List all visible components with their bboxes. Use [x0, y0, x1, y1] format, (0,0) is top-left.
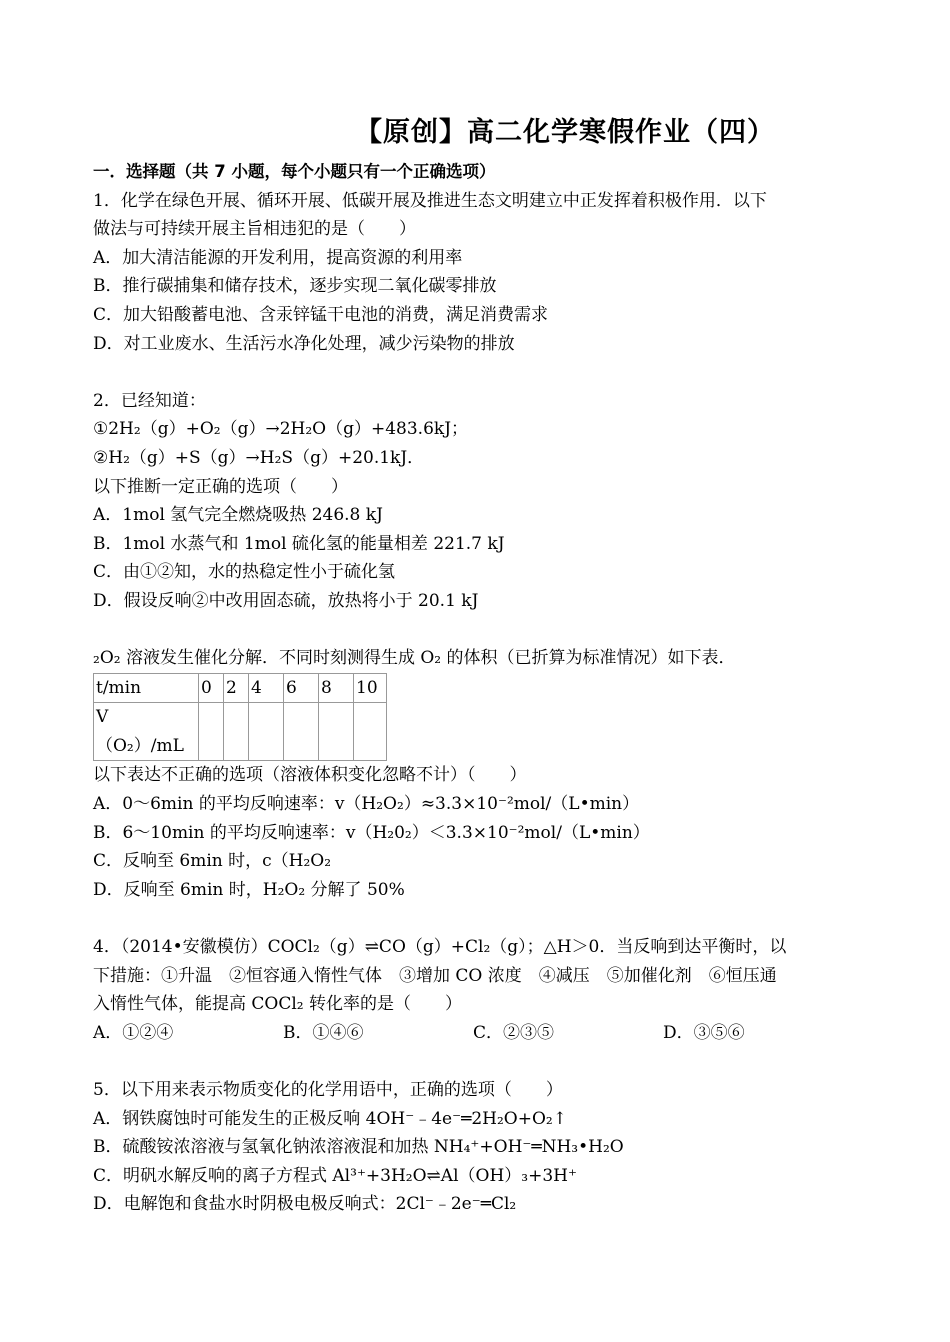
- option-c: C．加大铅酸蓄电池、含汞锌锰干电池的消费，满足消费需求: [93, 304, 549, 325]
- question-1: [93, 187, 863, 359]
- option-a: A．加大清洁能源的开发利用，提高资源的利用率: [93, 247, 463, 268]
- option-c: C．由①②知，水的热稳定性小于硫化氢: [93, 562, 396, 583]
- question-ask: 以下表达不正确的选项（溶液体积变化忽略不计）（ ）: [93, 765, 527, 786]
- option-c: C．明矾水解反响的离子方程式 Al³⁺+3H₂O⇌Al（OH）₃+3H⁺: [93, 1165, 577, 1186]
- option-a: A．①②④: [93, 1022, 174, 1043]
- question-stem: 做法与可持续开展主旨相违犯的是（ ）: [93, 219, 416, 240]
- table-cell: [224, 703, 249, 761]
- table-cell: 0: [199, 673, 224, 703]
- question-stem: 2．已经知道：: [93, 390, 206, 411]
- option-d: D．③⑤⑥: [663, 1022, 745, 1043]
- question-ask: 以下推断一定正确的选项（ ）: [93, 476, 348, 497]
- option-b: B．6～10min 的平均反响速率：v（H₂0₂）＜3.3×10⁻²mol/（L•min）: [93, 822, 650, 843]
- table-cell: 6: [284, 673, 319, 703]
- question-stem: 4．（2014•安徽模仿）COCl₂（g）⇌CO（g）+Cl₂（g）；△H＞0．当反响到达平衡时，以: [93, 937, 787, 958]
- question-5: [93, 1076, 863, 1219]
- table-cell: 8: [319, 673, 354, 703]
- question-stem: ₂O₂ 溶液发生催化分解．不同时刻测得生成 O₂ 的体积（已折算为标准情况）如下表．: [93, 648, 736, 669]
- table-cell: 10: [354, 673, 387, 703]
- section-heading: 一．选择题（共 7 小题，每个小题只有一个正确选项）: [93, 162, 496, 181]
- table-cell: V（O₂）/mL: [94, 703, 199, 761]
- option-d: D．反响至 6min 时，H₂O₂ 分解了 50%: [93, 879, 405, 900]
- option-c: C．②③⑤: [473, 1022, 555, 1043]
- question-4: [93, 933, 863, 1047]
- question-stem: 5．以下用来表示物质变化的化学用语中，正确的选项（ ）: [93, 1080, 563, 1100]
- table-cell: [319, 703, 354, 761]
- option-a: A．钢铁腐蚀时可能发生的正极反响 4OH⁻﹣4e⁻═2H₂O+O₂↑: [93, 1108, 567, 1129]
- question-2: [93, 387, 863, 616]
- question-stem: 入惰性气体，能提高 COCl₂ 转化率的是（ ）: [93, 994, 463, 1015]
- option-d: D．假设反响②中改用固态硫，放热将小于 20.1 kJ: [93, 590, 479, 611]
- table-cell: 4: [249, 673, 284, 703]
- option-b: B．硫酸铵浓溶液与氢氧化钠浓溶液混和加热 NH₄⁺+OH⁻═NH₃•H₂O: [93, 1137, 624, 1158]
- table-row: [94, 703, 387, 761]
- question-stem: 1．化学在绿色开展、循环开展、低碳开展及推进生态文明建立中正发挥着积极作用．以下: [93, 190, 767, 211]
- equation-2: ②H₂（g）+S（g）→H₂S（g）+20.1kJ．: [93, 447, 425, 468]
- data-table: [93, 673, 387, 762]
- table-cell: t/min: [94, 673, 199, 703]
- page-title: 【原创】高二化学寒假作业（四）: [355, 117, 775, 148]
- option-b: B．①④⑥: [283, 1022, 364, 1043]
- option-d: D．电解饱和食盐水时阴极电极反响式：2Cl⁻﹣2e⁻═Cl₂: [93, 1194, 517, 1215]
- table-row: [94, 673, 387, 703]
- options-row: [93, 1019, 863, 1048]
- question-3: [93, 644, 863, 904]
- option-a: A．0～6min 的平均反响速率：v（H₂O₂）≈3.3×10⁻²mol/（L•min）: [93, 794, 640, 815]
- table-cell: 2: [224, 673, 249, 703]
- equation-1: ①2H₂（g）+O₂（g）→2H₂O（g）+483.6kJ；: [93, 419, 469, 440]
- option-b: B．推行碳捕集和储存技术，逐步实现二氧化碳零排放: [93, 276, 497, 297]
- option-d: D．对工业废水、生活污水净化处理，减少污染物的排放: [93, 333, 515, 354]
- table-cell: [249, 703, 284, 761]
- option-b: B．1mol 水蒸气和 1mol 硫化氢的能量相差 221.7 kJ: [93, 533, 505, 554]
- option-c: C．反响至 6min 时，c（H₂O₂: [93, 851, 332, 872]
- table-cell: [284, 703, 319, 761]
- option-a: A．1mol 氢气完全燃烧吸热 246.8 kJ: [93, 505, 383, 526]
- table-cell: [199, 703, 224, 761]
- document-body: [93, 158, 863, 1219]
- question-stem: 下措施：①升温 ②恒容通入惰性气体 ③增加 CO 浓度 ④减压 ⑤加催化剂 ⑥恒压通: [93, 965, 777, 986]
- table-cell: [354, 703, 387, 761]
